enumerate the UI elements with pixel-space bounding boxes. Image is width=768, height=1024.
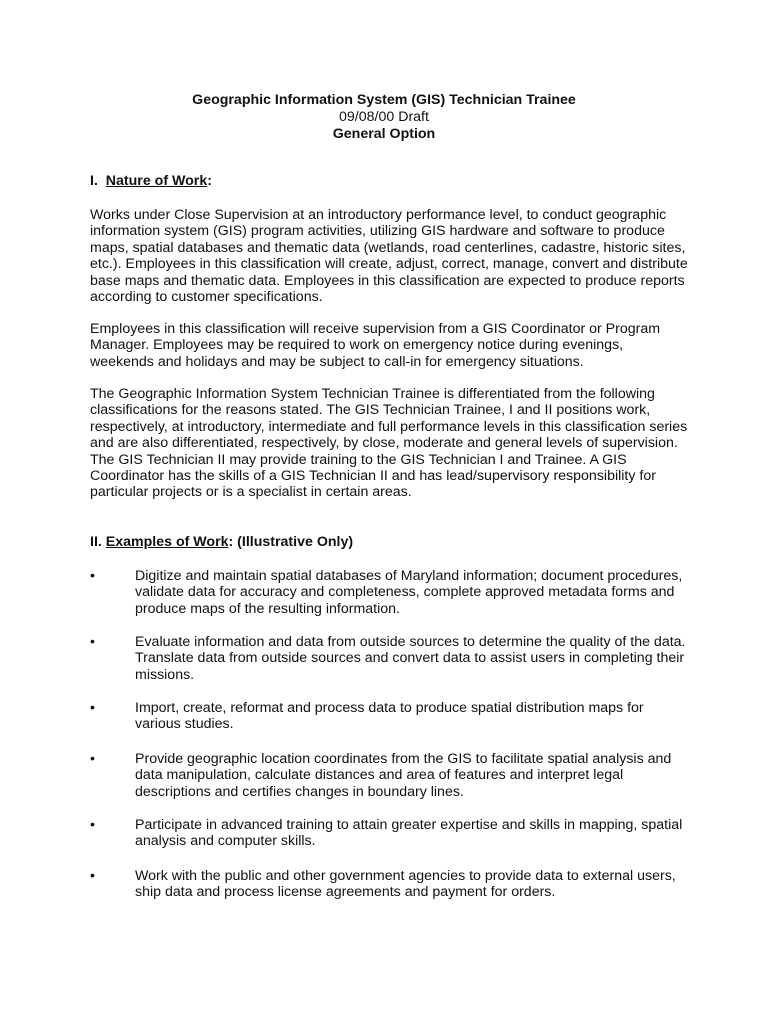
option-label: General Option	[332, 126, 436, 142]
bullet-icon: •	[90, 868, 95, 884]
section-title: Nature of Work	[105, 173, 208, 189]
list-item-text: Evaluate information and data from outside sources to determine the quality of the data. Translate data from outside sources and convert data to assist users in completing their missions.	[135, 634, 686, 683]
section-heading-examples-of-work	[90, 534, 353, 551]
section-number: I.	[90, 173, 98, 189]
section-heading-nature-of-work	[90, 173, 212, 190]
bullet-icon: •	[90, 700, 95, 716]
list-item-text: Provide geographic location coordinates from the GIS to facilitate spatial analysis and data manipulation, calculate distances and area of features and interpret legal descriptions and certifies changes in boundary lines.	[135, 751, 672, 800]
section-title: Examples of Work	[105, 534, 229, 550]
list-item-text: Import, create, reformat and process data to produce spatial distribution maps for various studies.	[135, 700, 644, 733]
document-header	[0, 92, 768, 143]
list-item-text: Digitize and maintain spatial databases of Maryland information; document procedures, validate data for accuracy and completeness, complete approved metadata forms and produce maps of the resulting information.	[135, 568, 683, 617]
draft-date: 09/08/00 Draft	[339, 109, 429, 125]
list-item-text: Participate in advanced training to attain greater expertise and skills in mapping, spatial analysis and computer skills.	[135, 817, 683, 850]
bullet-icon: •	[90, 751, 95, 767]
section-suffix: : (Illustrative Only)	[228, 534, 354, 550]
section-suffix: :	[207, 173, 212, 189]
list-item-text: Work with the public and other government agencies to provide data to external users, ship data and process license agreements and payment for orders.	[135, 868, 676, 901]
bullet-icon: •	[90, 568, 95, 584]
paragraph-nature-1: Works under Close Supervision at an introductory performance level, to conduct geographic information system (GIS) program activities, utilizing GIS hardware and software to produce maps, spatial databases and thematic data (wetlands, road centerlines, cadastre, historic sites, etc.). Employees in this classification will create, adjust, correct, manage, convert and distribute base maps and thematic data. Employees in this classification are expected to produce reports according to customer specifications.	[90, 207, 688, 306]
document-title: Geographic Information System (GIS) Technician Trainee	[192, 92, 576, 108]
paragraph-nature-2: Employees in this classification will receive supervision from a GIS Coordinator or Program Manager. Employees may be required to work on emergency notice during evenings, weekends and holidays and may be subject to call-in for emergency situations.	[90, 321, 661, 370]
paragraph-nature-3: The Geographic Information System Technician Trainee is differentiated from the following classifications for the reasons stated. The GIS Technician Trainee, I and II positions work, respectively, at introductory, intermediate and full performance levels in this classification series and are also differentiated, respectively, by close, moderate and general levels of supervision. The GIS Technician II may provide training to the GIS Technician I and Trainee. A GIS Coordinator has the skills of a GIS Technician II and has lead/supervisory responsibility for particular projects or is a specialist in certain areas.	[90, 386, 688, 501]
section-number: II.	[90, 534, 102, 550]
bullet-icon: •	[90, 634, 95, 650]
bullet-icon: •	[90, 817, 95, 833]
